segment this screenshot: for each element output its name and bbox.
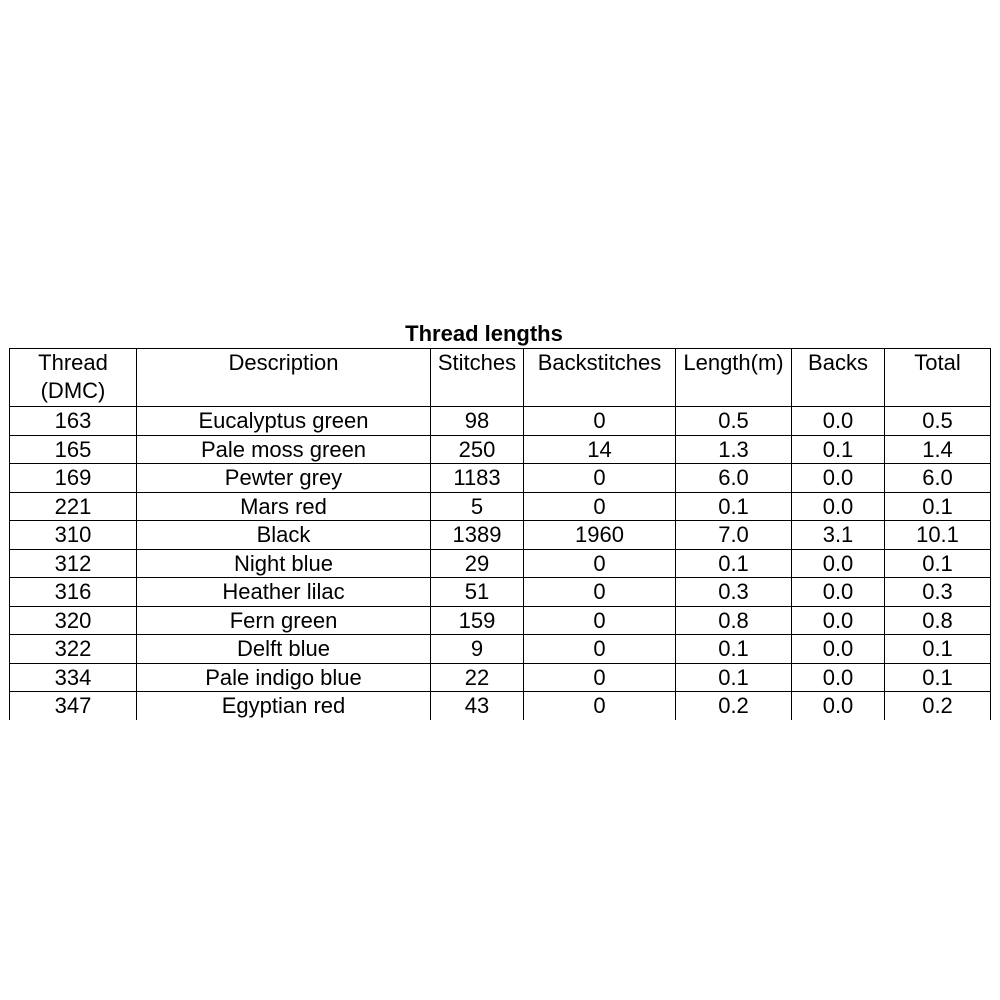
cell-backstitches: 0 <box>524 635 676 664</box>
cell-backs: 0.0 <box>792 578 885 607</box>
cell-length: 6.0 <box>676 464 792 493</box>
table-row <box>10 692 991 720</box>
cell-total: 0.1 <box>885 549 991 578</box>
cell-backstitches: 0 <box>524 578 676 607</box>
thread-lengths-table <box>9 348 991 720</box>
cell-description: Fern green <box>137 606 431 635</box>
cell-length: 0.1 <box>676 492 792 521</box>
cell-stitches: 98 <box>431 407 524 436</box>
cell-stitches: 5 <box>431 492 524 521</box>
cell-stitches: 1183 <box>431 464 524 493</box>
table-row <box>10 492 991 521</box>
table-row <box>10 464 991 493</box>
cell-description: Mars red <box>137 492 431 521</box>
cell-description: Pale indigo blue <box>137 663 431 692</box>
cell-description: Black <box>137 521 431 550</box>
cell-total: 0.8 <box>885 606 991 635</box>
cell-thread: 221 <box>10 492 137 521</box>
cell-length: 7.0 <box>676 521 792 550</box>
cell-total: 10.1 <box>885 521 991 550</box>
column-header-backs: Backs <box>792 349 885 407</box>
cell-total: 0.1 <box>885 492 991 521</box>
cell-stitches: 51 <box>431 578 524 607</box>
cell-description: Night blue <box>137 549 431 578</box>
cell-backs: 0.0 <box>792 464 885 493</box>
cell-stitches: 9 <box>431 635 524 664</box>
table-row <box>10 407 991 436</box>
cell-total: 0.2 <box>885 692 991 720</box>
cell-stitches: 29 <box>431 549 524 578</box>
cell-description: Pale moss green <box>137 435 431 464</box>
cell-length: 0.5 <box>676 407 792 436</box>
cell-thread: 347 <box>10 692 137 720</box>
cell-thread: 312 <box>10 549 137 578</box>
cell-length: 0.1 <box>676 663 792 692</box>
cell-thread: 163 <box>10 407 137 436</box>
cell-backs: 0.0 <box>792 606 885 635</box>
cell-length: 1.3 <box>676 435 792 464</box>
table-row <box>10 435 991 464</box>
column-header-stitches: Stitches <box>431 349 524 407</box>
table-body <box>10 407 991 720</box>
cell-backs: 0.0 <box>792 663 885 692</box>
cell-description: Heather lilac <box>137 578 431 607</box>
cell-stitches: 250 <box>431 435 524 464</box>
cell-thread: 169 <box>10 464 137 493</box>
cell-description: Delft blue <box>137 635 431 664</box>
table-row <box>10 635 991 664</box>
cell-backstitches: 0 <box>524 407 676 436</box>
cell-backs: 0.0 <box>792 549 885 578</box>
cell-thread: 310 <box>10 521 137 550</box>
cell-backs: 3.1 <box>792 521 885 550</box>
cell-thread: 334 <box>10 663 137 692</box>
cell-backs: 0.0 <box>792 692 885 720</box>
cell-description: Eucalyptus green <box>137 407 431 436</box>
cell-stitches: 43 <box>431 692 524 720</box>
cell-length: 0.8 <box>676 606 792 635</box>
cell-backs: 0.0 <box>792 492 885 521</box>
cell-backs: 0.0 <box>792 407 885 436</box>
cell-stitches: 159 <box>431 606 524 635</box>
column-header-length: Length(m) <box>676 349 792 407</box>
column-header-total: Total <box>885 349 991 407</box>
cell-thread: 322 <box>10 635 137 664</box>
cell-backstitches: 0 <box>524 606 676 635</box>
cell-backstitches: 0 <box>524 663 676 692</box>
cell-total: 6.0 <box>885 464 991 493</box>
cell-thread: 165 <box>10 435 137 464</box>
cell-backstitches: 0 <box>524 549 676 578</box>
cell-thread: 320 <box>10 606 137 635</box>
table-row <box>10 549 991 578</box>
column-header-thread: Thread (DMC) <box>10 349 137 407</box>
table-row <box>10 663 991 692</box>
cell-length: 0.2 <box>676 692 792 720</box>
cell-total: 1.4 <box>885 435 991 464</box>
cell-length: 0.3 <box>676 578 792 607</box>
cell-total: 0.1 <box>885 635 991 664</box>
header-row <box>10 349 991 407</box>
cell-backstitches: 0 <box>524 464 676 493</box>
table-row <box>10 606 991 635</box>
cell-length: 0.1 <box>676 549 792 578</box>
cell-total: 0.5 <box>885 407 991 436</box>
cell-total: 0.1 <box>885 663 991 692</box>
column-header-backstitches: Backstitches <box>524 349 676 407</box>
cell-backstitches: 0 <box>524 692 676 720</box>
cell-stitches: 22 <box>431 663 524 692</box>
column-header-description: Description <box>137 349 431 407</box>
cell-backstitches: 1960 <box>524 521 676 550</box>
table-row <box>10 521 991 550</box>
cell-stitches: 1389 <box>431 521 524 550</box>
cell-backs: 0.1 <box>792 435 885 464</box>
table-row <box>10 578 991 607</box>
cell-length: 0.1 <box>676 635 792 664</box>
cell-description: Pewter grey <box>137 464 431 493</box>
cell-total: 0.3 <box>885 578 991 607</box>
table-title: Thread lengths <box>405 321 563 346</box>
cell-backstitches: 14 <box>524 435 676 464</box>
cell-description: Egyptian red <box>137 692 431 720</box>
cell-thread: 316 <box>10 578 137 607</box>
cell-backstitches: 0 <box>524 492 676 521</box>
cell-backs: 0.0 <box>792 635 885 664</box>
